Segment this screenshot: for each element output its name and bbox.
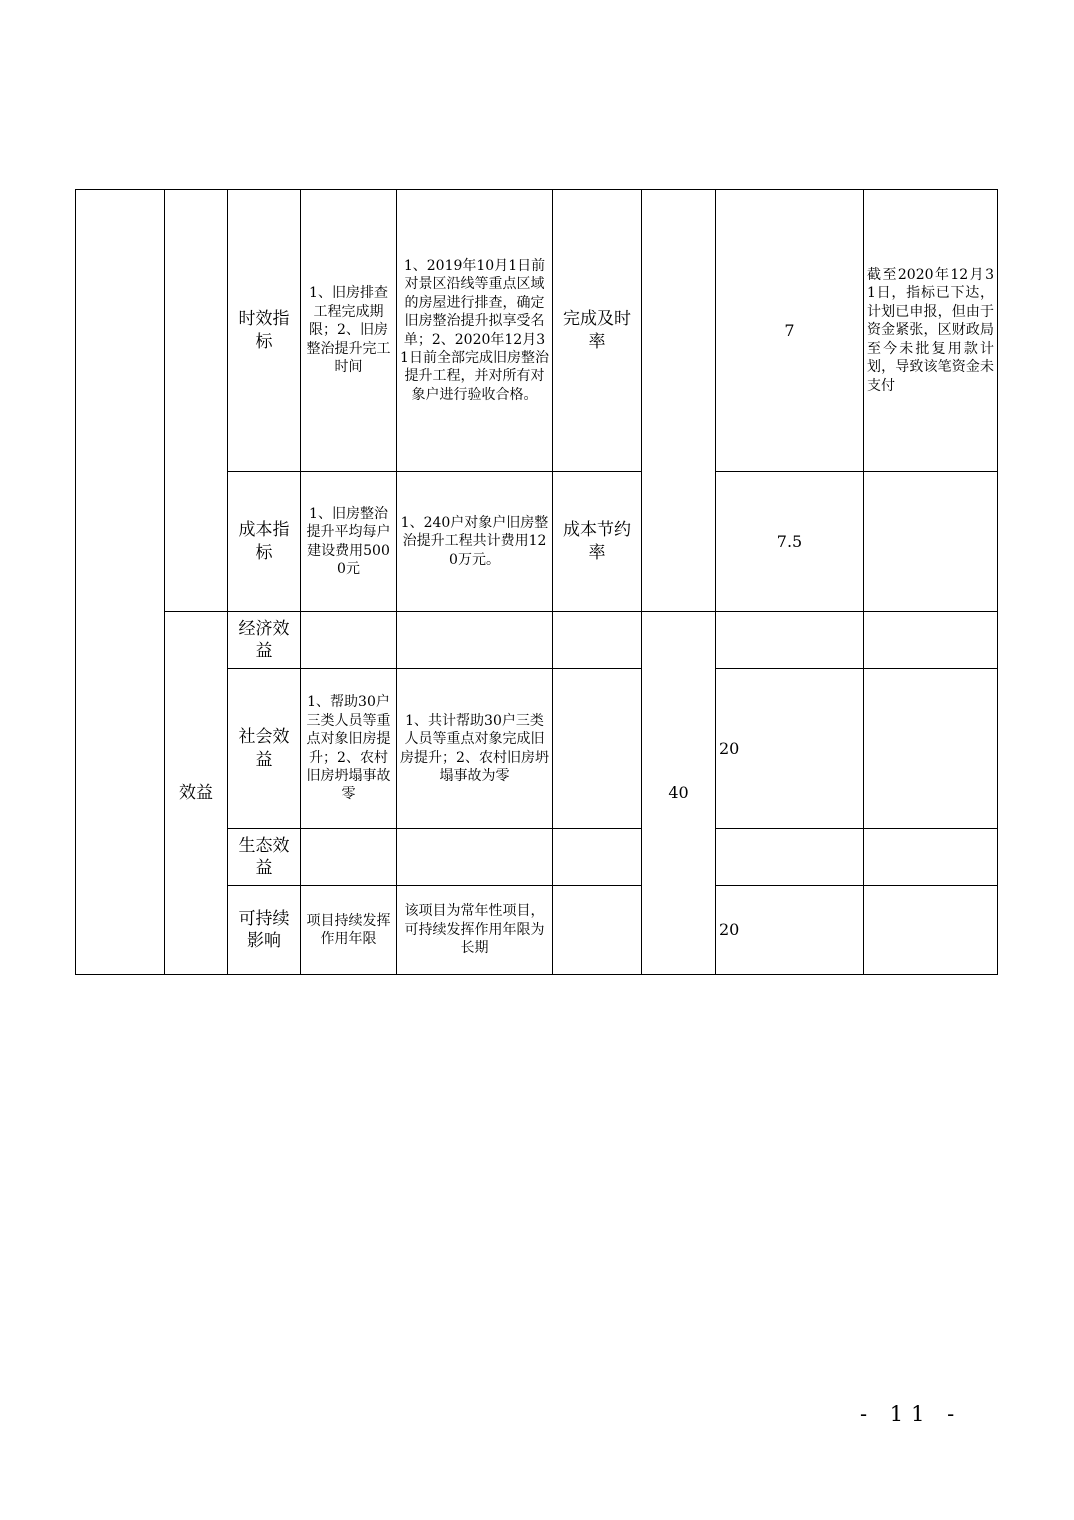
remark-ecological — [864, 829, 998, 886]
page-number: - 11 - — [860, 1402, 963, 1426]
score-economic — [716, 612, 864, 669]
actual-cost: 1、240户对象户旧房整治提升工程共计费用120万元。 — [397, 472, 553, 612]
actual-ecological — [397, 829, 553, 886]
table-row-economic — [76, 612, 998, 669]
blank-cell — [76, 190, 165, 975]
target-cost: 1、旧房整治提升平均每户建设费用5000元 — [301, 472, 397, 612]
target-timeliness: 1、旧房排查工程完成期限；2、旧房整治提升完工时间 — [301, 190, 397, 472]
score-ecological — [716, 829, 864, 886]
score-cost: 7.5 — [716, 472, 864, 612]
remark-sustainable — [864, 886, 998, 975]
indicator-social: 社会效益 — [228, 669, 301, 829]
measure-cost: 成本节约率 — [553, 472, 642, 612]
target-sustainable: 项目持续发挥作用年限 — [301, 886, 397, 975]
blank-cell — [165, 190, 228, 612]
actual-timeliness: 1、2019年10月1日前对景区沿线等重点区域的房屋进行排查，确定旧房整治提升拟享受名单；2、2020年12月31日前全部完成旧房整治提升工程，并对所有对象户进行验收合格。 — [397, 190, 553, 472]
weight-benefit: 40 — [642, 612, 716, 975]
category-benefit: 效益 — [165, 612, 228, 975]
indicator-economic: 经济效益 — [228, 612, 301, 669]
measure-timeliness: 完成及时率 — [553, 190, 642, 472]
remark-timeliness: 截至2020年12月31日，指标已下达，计划已申报，但由于资金紧张，区财政局至今未批复用款计划，导致该笔资金未支付 — [864, 190, 998, 472]
performance-table — [75, 189, 998, 975]
actual-social: 1、共计帮助30户三类人员等重点对象完成旧房提升；2、农村旧房坍塌事故为零 — [397, 669, 553, 829]
measure-sustainable — [553, 886, 642, 975]
remark-cost — [864, 472, 998, 612]
score-social: 20 — [716, 669, 864, 829]
indicator-ecological: 生态效益 — [228, 829, 301, 886]
table-row-timeliness — [76, 190, 998, 472]
weight-cell-output — [642, 190, 716, 612]
score-sustainable: 20 — [716, 886, 864, 975]
target-ecological — [301, 829, 397, 886]
indicator-cost: 成本指标 — [228, 472, 301, 612]
measure-social — [553, 669, 642, 829]
indicator-sustainable: 可持续影响 — [228, 886, 301, 975]
indicator-timeliness: 时效指标 — [228, 190, 301, 472]
remark-social — [864, 669, 998, 829]
remark-economic — [864, 612, 998, 669]
target-social: 1、帮助30户三类人员等重点对象旧房提升；2、农村旧房坍塌事故零 — [301, 669, 397, 829]
actual-sustainable: 该项目为常年性项目，可持续发挥作用年限为长期 — [397, 886, 553, 975]
actual-economic — [397, 612, 553, 669]
measure-economic — [553, 612, 642, 669]
measure-ecological — [553, 829, 642, 886]
target-economic — [301, 612, 397, 669]
score-timeliness: 7 — [716, 190, 864, 472]
